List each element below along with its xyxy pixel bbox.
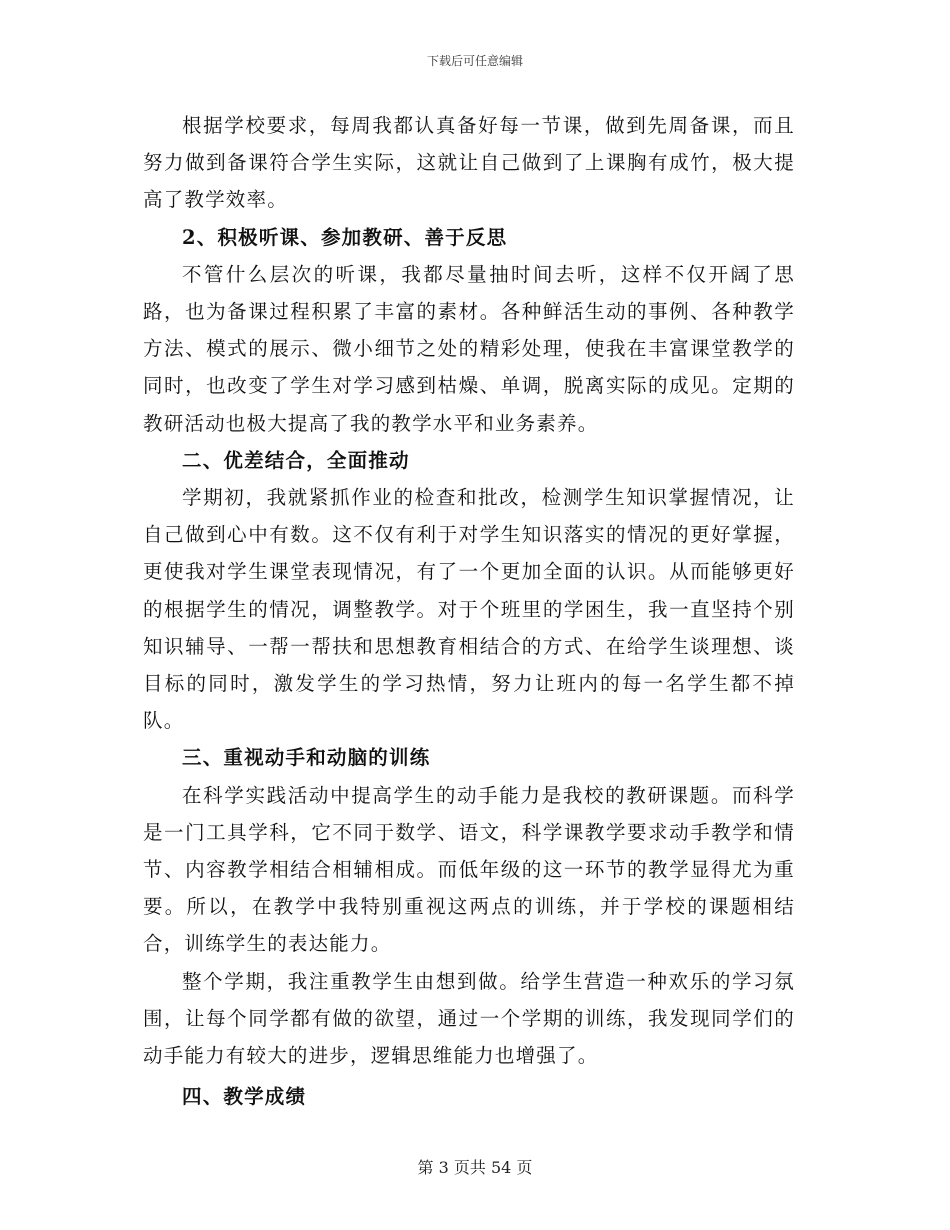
paragraph-lesson-prep: 根据学校要求，每周我都认真备好每一节课，做到先周备课，而且努力做到备课符合学生实际，这就让自己做到了上课胸有成竹，极大提高了教学效率。: [143, 114, 795, 212]
paragraph-observe-lessons: 不管什么层次的听课，我都尽量抽时间去听，这样不仅开阔了思路，也为备课过程积累了丰富的素材。各种鲜活生动的事例、各种教学方法、模式的展示、微小细节之处的精彩处理，使我在丰富课堂教学的同时，也改变了学生对学习感到枯燥、单调，脱离实际的成见。定期的教研活动也极大提高了我的教学水平和业务素养。: [143, 262, 795, 435]
page-number: 第 3 页共 54 页: [417, 1158, 533, 1177]
page-header: 下载后可任意编辑: [426, 54, 523, 68]
paragraph-combine-strong-weak: 学期初，我就紧抓作业的检查和批改，检测学生知识掌握情况，让自己做到心中有数。这不仅有利于对学生知识落实的情况的更好掌握，更使我对学生课堂表现情况，有了一个更加全面的认识。从而能够更好的根据学生的情况，调整教学。对于个班里的学困生，我一直坚持个别知识辅导、一帮一帮扶和思想教育相结合的方式、在给学生谈理想、谈目标的同时，激发学生的学习热情，努力让班内的每一名学生都不掉队。: [143, 486, 795, 733]
heading-combine-strong-weak: 二、优差结合，全面推动: [182, 448, 410, 472]
heading-observe-lessons: 2、积极听课、参加教研、善于反思: [182, 225, 508, 249]
heading-hands-on-training: 三、重视动手和动脑的训练: [182, 746, 431, 770]
paragraph-semester-summary: 整个学期，我注重教学生由想到做。给学生营造一种欢乐的学习氛围，让每个同学都有做的欲望，通过一个学期的训练，我发现同学们的动手能力有较大的进步，逻辑思维能力也增强了。: [143, 969, 795, 1068]
document-body: [143, 107, 795, 1115]
paragraph-hands-on-training: 在科学实践活动中提高学生的动手能力是我校的教研课题。而科学是一门工具学科，它不同于数学、语文，科学课教学要求动手教学和情节、内容教学相结合相辅相成。而低年级的这一环节的教学显得尤为重要。所以，在教学中我特别重视这两点的训练，并于学校的课题相结合，训练学生的表达能力。: [143, 783, 795, 956]
heading-teaching-results: 四、教学成绩: [182, 1085, 307, 1109]
